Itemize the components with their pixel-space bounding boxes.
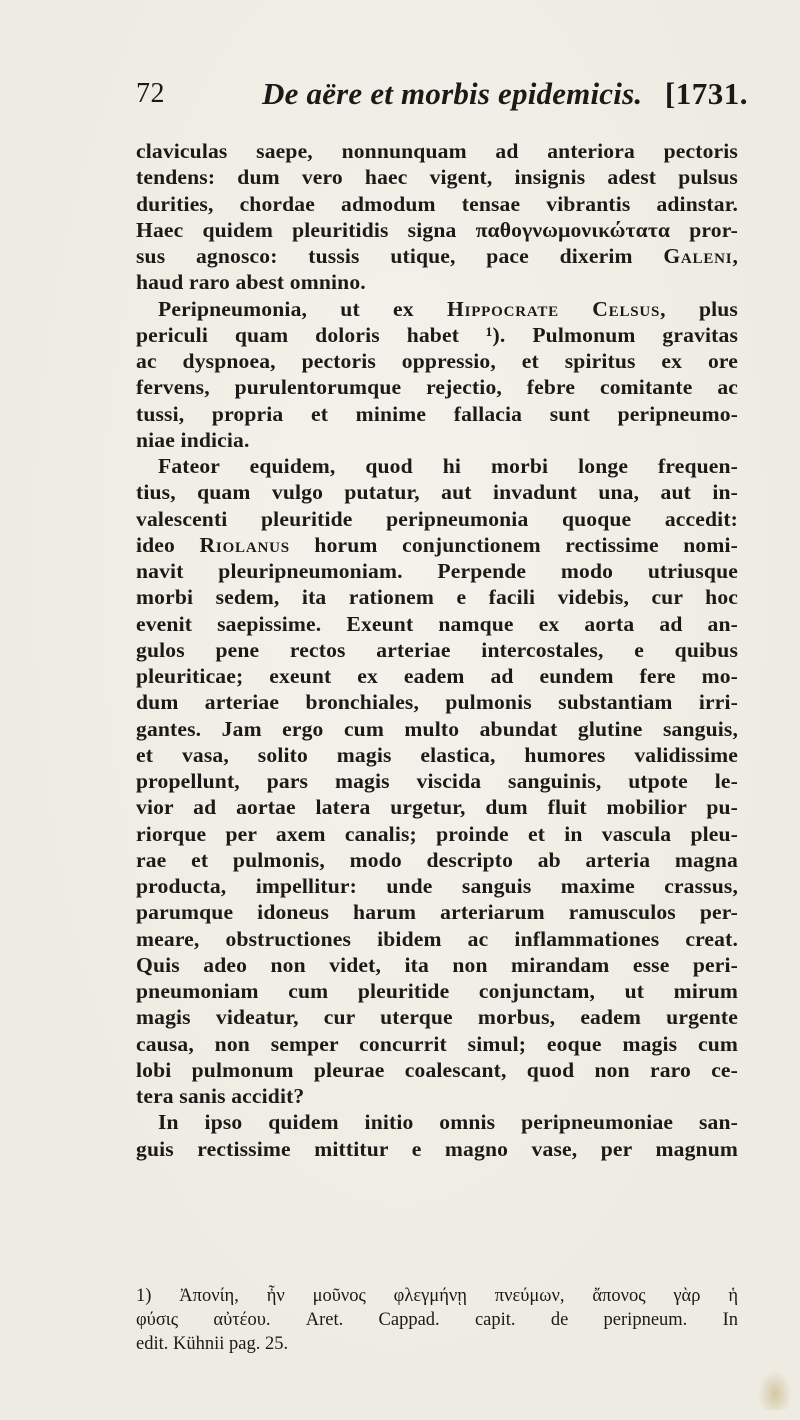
text-line: durities, chordae admodum tensae vibrantis adinstar.	[136, 191, 738, 216]
text-line: lobi pulmonum pleurae coalescant, quod non raro ce-	[136, 1057, 738, 1082]
text-line: magis videatur, cur uterque morbus, eadem urgente	[136, 1005, 738, 1030]
body-text	[136, 138, 738, 1162]
footnote-line: edit. Kühnii pag. 25.	[136, 1334, 289, 1354]
text-line: gulos pene rectos arteriae intercostales, e quibus	[136, 637, 738, 662]
text-line: navit pleuripneumoniam. Perpende modo utriusque	[136, 559, 738, 583]
text-line: periculi quam doloris habet ¹). Pulmonum gravitas	[136, 322, 738, 347]
text-line: niae indicia.	[136, 427, 250, 452]
text-line: In ipso quidem initio omnis peripneumoniae san-	[158, 1110, 738, 1135]
proper-name: Riolanus	[199, 532, 290, 557]
text-line: sus agnosco: tussis utique, pace dixerim Galeni,	[136, 244, 738, 268]
footnote-line: 1) Ἀπονίη, ἦν μοῦνος φλεγμήνῃ πνεύμων, ἄπονος γὰρ ἡ	[136, 1286, 738, 1306]
text-line: parumque idoneus harum arteriarum ramusculos per-	[136, 900, 738, 925]
footnote-line: φύσις αὐτέου. Aret. Cappad. capit. de peripneum. In	[136, 1310, 738, 1330]
proper-name: Hippocrate	[446, 296, 559, 321]
text-line: tius, quam vulgo putatur, aut invadunt una, aut in-	[136, 480, 738, 505]
text-line: haud raro abest omnino.	[136, 270, 366, 295]
text-line: ac dyspnoea, pectoris oppressio, et spiritus ex ore	[136, 349, 738, 373]
text-line: producta, impellitur: unde sanguis maxime crassus,	[136, 874, 738, 898]
text-line: evenit saepissime. Exeunt namque ex aorta ad an-	[136, 611, 738, 636]
text-line: pleuriticae; exeunt ex eadem ad eundem fere mo-	[136, 664, 738, 688]
text-line: morbi sedem, ita rationem e facili videbis, cur hoc	[136, 585, 738, 610]
text-line: Quis adeo non videt, ita non mirandam esse peri-	[136, 952, 738, 977]
text-line: ideo Riolanus horum conjunctionem rectissime nomi-	[136, 532, 738, 557]
proper-name: Galeni	[663, 244, 733, 268]
text-line: causa, non semper concurrit simul; eoque magis cum	[136, 1031, 738, 1056]
text-line: tendens: dum vero haec vigent, insignis adest pulsus	[136, 165, 738, 190]
running-title: De aëre et morbis epidemicis.	[262, 76, 643, 111]
footnote	[136, 1284, 738, 1356]
page-number: 72	[136, 78, 165, 109]
running-head	[136, 76, 748, 120]
text-line: fervens, purulentorumque rejectio, febre comitante ac	[136, 375, 738, 400]
text-line: claviculas saepe, nonnunquam ad anteriora pectoris	[136, 139, 738, 163]
text-line: Fateor equidem, quod hi morbi longe frequen-	[158, 454, 738, 478]
text-line: vior ad aortae latera urgetur, dum fluit mobilior pu-	[136, 795, 738, 820]
paper-stain	[758, 1370, 792, 1410]
text-line: tera sanis accidit?	[136, 1084, 305, 1108]
text-line: propellunt, pars magis viscida sanguinis, utpote le-	[136, 769, 738, 793]
text-line: Peripneumonia, ut ex Hippocrate Celsus, plus	[158, 296, 738, 321]
text-line: gantes. Jam ergo cum multo abundat glutine sanguis,	[136, 716, 738, 741]
text-line: pneumoniam cum pleuritide conjunctam, ut mirum	[136, 979, 738, 1003]
proper-name: Celsus	[592, 296, 661, 321]
text-line: guis rectissime mittitur e magno vase, per magnum	[136, 1136, 738, 1161]
text-line: tussi, propria et minime fallacia sunt peripneumo-	[136, 401, 738, 426]
text-line: Haec quidem pleuritidis signa παθογνωμονικώτατα pror-	[136, 217, 738, 242]
text-line: valescenti pleuritide peripneumonia quoque accedit:	[136, 506, 738, 531]
text-line: dum arteriae bronchiales, pulmonis substantiam irri-	[136, 690, 738, 715]
text-line: riorque per axem canalis; proinde et in vascula pleu-	[136, 821, 738, 846]
text-line: rae et pulmonis, modo descripto ab arteria magna	[136, 847, 738, 872]
running-year: [1731.	[664, 76, 748, 111]
text-line: meare, obstructiones ibidem ac inflammationes creat.	[136, 926, 738, 951]
text-line: et vasa, solito magis elastica, humores validissime	[136, 742, 738, 767]
